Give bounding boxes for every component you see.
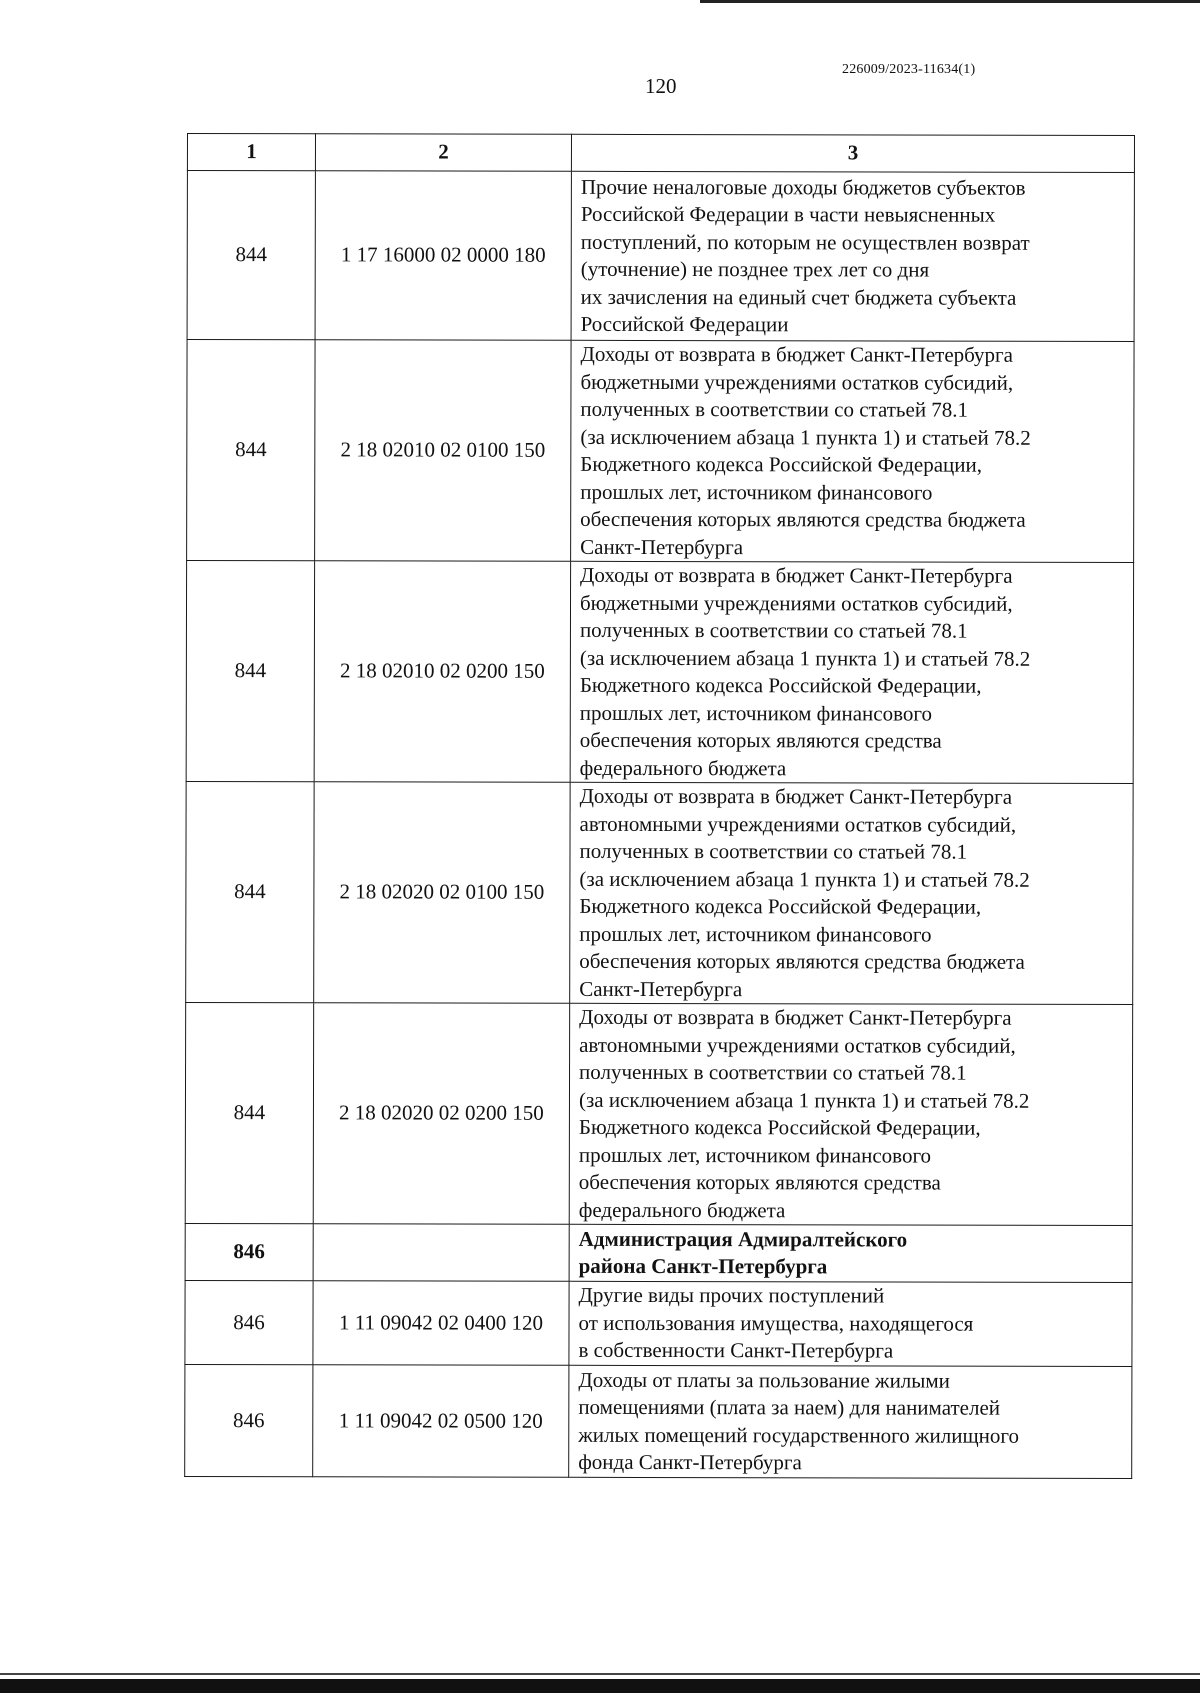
table-row [187, 171, 1134, 342]
income-code-cell: 1 17 16000 02 0000 180 [315, 171, 571, 341]
income-name-cell: Доходы от возврата в бюджет Санкт-Петербурга автономными учреждениями остатков субсидий, полученных в соответствии со статьей 78.1 (за исключением абзаца 1 пункта 1) и статьей 78.2 Бюджетного кодекса Российской Федерации, прошлых лет, источником финансового обеспечения которых являются средства бюджета Санкт-Петербурга [570, 782, 1133, 1004]
table-row [187, 340, 1134, 563]
admin-code-cell: 844 [187, 340, 315, 561]
income-code-cell: 2 18 02010 02 0100 150 [315, 340, 571, 562]
table-row [185, 1002, 1132, 1225]
table-row [185, 1364, 1132, 1478]
administrator-name-cell: Администрация Адмиралтейского района Санкт-Петербурга [569, 1224, 1132, 1282]
page-number: 120 [645, 74, 677, 98]
column-header-2: 2 [315, 134, 571, 172]
income-name-cell: Доходы от возврата в бюджет Санкт-Петербурга автономными учреждениями остатков субсидий, полученных в соответствии со статьей 78.1 (за исключением абзаца 1 пункта 1) и статьей 78.2 Бюджетного кодекса Российской Федерации, прошлых лет, источником финансового обеспечения которых являются средства федерального бюджета [569, 1003, 1132, 1225]
income-name-cell: Прочие неналоговые доходы бюджетов субъектов Российской Федерации в части невыясненных поступлений, по которым не осуществлен возврат (уточнение) не позднее трех лет со дня их зачисления на единый счет бюджета субъекта Российской Федерации [571, 171, 1134, 341]
admin-code-cell: 846 [185, 1364, 313, 1476]
income-code-cell: 1 11 09042 02 0500 120 [313, 1365, 569, 1478]
column-header-3: 3 [571, 134, 1134, 172]
income-code-cell: 2 18 02020 02 0100 150 [314, 782, 570, 1004]
income-name-cell: Другие виды прочих поступлений от использования имущества, находящегося в собственности Санкт-Петербурга [569, 1281, 1132, 1366]
income-code-cell: 2 18 02020 02 0200 150 [313, 1003, 569, 1225]
admin-code-cell: 844 [186, 561, 314, 782]
income-code-cell: 2 18 02010 02 0200 150 [314, 561, 570, 783]
income-code-cell: 1 11 09042 02 0400 120 [313, 1281, 569, 1366]
admin-code-cell: 844 [185, 1002, 313, 1223]
income-name-cell: Доходы от возврата в бюджет Санкт-Петербурга бюджетными учреждениями остатков субсидий, полученных в соответствии со статьей 78.1 (за исключением абзаца 1 пункта 1) и статьей 78.2 Бюджетного кодекса Российской Федерации, прошлых лет, источником финансового обеспечения которых являются средства бюджета Санкт-Петербурга [571, 340, 1134, 562]
admin-code-cell: 844 [187, 171, 315, 340]
document-id: 226009/2023-11634(1) [842, 62, 976, 77]
table-row-section-heading [185, 1223, 1132, 1282]
table-row [186, 781, 1133, 1004]
table-row [186, 561, 1133, 784]
scan-top-edge-line [700, 0, 1200, 3]
table-row [185, 1280, 1132, 1366]
admin-code-cell: 846 [185, 1223, 313, 1280]
table-header-row [187, 134, 1134, 173]
income-code-cell [313, 1224, 569, 1282]
income-name-cell: Доходы от возврата в бюджет Санкт-Петербурга бюджетными учреждениями остатков субсидий, полученных в соответствии со статьей 78.1 (за исключением абзаца 1 пункта 1) и статьей 78.2 Бюджетного кодекса Российской Федерации, прошлых лет, источником финансового обеспечения которых являются средства федерального бюджета [570, 561, 1133, 783]
admin-code-cell: 844 [186, 781, 314, 1002]
income-name-cell: Доходы от платы за пользование жилыми помещениями (плата за наем) для нанимателей жилых помещений государственного жилищного фонда Санкт-Петербурга [569, 1365, 1132, 1478]
admin-code-cell: 846 [185, 1280, 313, 1364]
scan-bottom-edge-line [0, 1679, 1200, 1693]
income-codes-table [184, 133, 1135, 1479]
column-header-1: 1 [187, 134, 315, 171]
scan-bottom-edge-line-thin [0, 1673, 1200, 1675]
